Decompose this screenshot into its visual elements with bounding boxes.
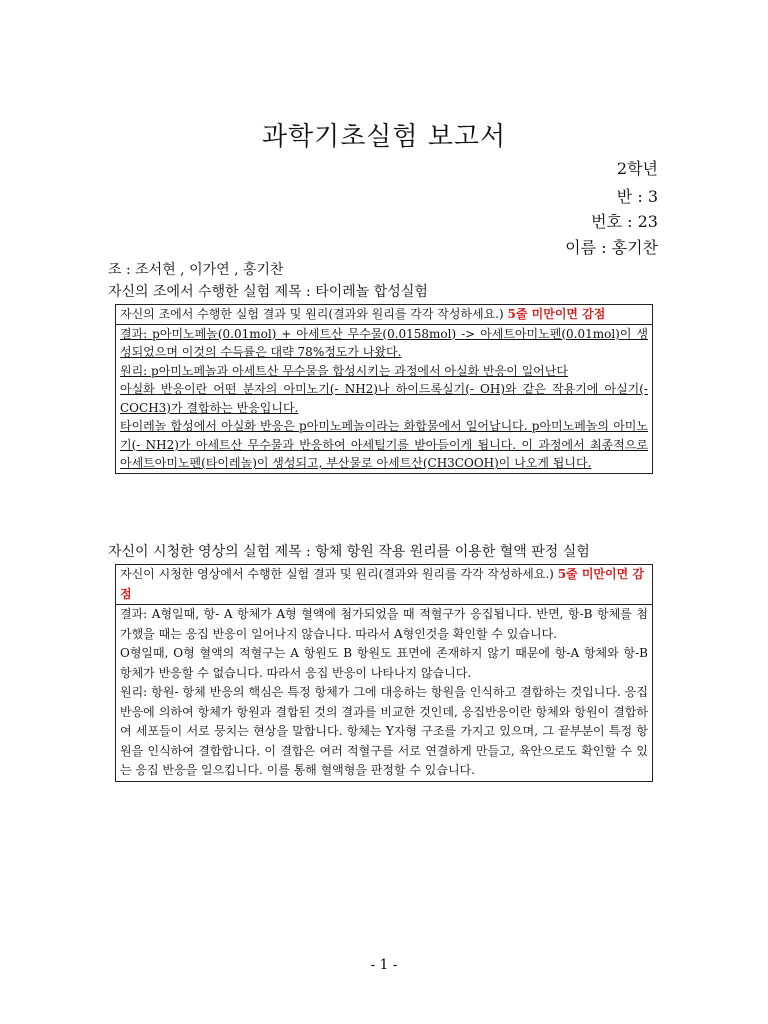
experiment2-instruction: [116, 565, 652, 605]
instruction-text: 자신이 시청한 영상에서 수행한 실험 결과 및 원리(결과와 원리를 각각 작성하세요.): [120, 567, 554, 581]
grade-text: 2학년: [616, 159, 658, 178]
principle-paragraph: 원리: 항원- 항체 반응의 핵심은 특정 항체가 그에 대응하는 항원을 인식하고 결합하는 것입니다. 응집반응에 의하여 항체가 항원과 결합된 것의 결과를 비교한 것인데, 응집반응이란 항체와 항원이 결합하여 세포들이 서로 뭉치는 현상을 말합니다. 항체는 Y자형 구조를 가지고 있으며, 그 끝부분이 특정 항원을 인식하여 결합합니다. 이 결합은 여러 적혈구를 서로 연결하게 만들고, 육안으로도 확인할 수 있는 응집 반응을 일으킵니다. 이를 통해 혈액형을 판정할 수 있습니다.: [120, 685, 648, 777]
principle-paragraph: 원리: p아미노페놀과 아세트산 무수물을 합성시키는 과정에서 아실화 반응이 일어난다: [120, 363, 568, 378]
experiment1-box: [115, 304, 653, 474]
instruction-text: 자신의 조에서 수행한 실험 결과 및 원리(결과와 원리를 각각 작성하세요.): [120, 307, 504, 321]
penalty-note: 5줄 미만이면 감점: [120, 567, 644, 601]
experiment2-title: 자신이 시청한 영상의 실험 제목 : 항체 항원 작용 원리를 이용한 혈액 판정 실험: [108, 544, 590, 560]
experiment1-instruction: [116, 305, 652, 325]
acylation-paragraph: 아실화 반응이란 어떤 분자의 아미노기(- NH2)나 하이드록실기(- OH)와 같은 작용기에 아실기(- COCH3)가 결합하는 반응입니다.: [120, 382, 648, 415]
page-number: - 1 -: [370, 957, 398, 973]
experiment2-content: [116, 605, 652, 781]
name-text: 이름 : 홍기찬: [565, 238, 658, 257]
experiment1-content: [116, 325, 652, 473]
synthesis-paragraph: 타이레놀 합성에서 아실화 반응은 p아미노페놀이라는 화합물에서 일어납니다. p아미노페놀의 아미노기(- NH2)가 아세트산 무수물과 반응하여 아세틸기를 받아들이게 됩니다. 이 과정에서 최종적으로 아세트아미노펜(타이레놀)이 생성되고, 부산물로 아세트산(CH3COOH)이 나오게 됩니다.: [120, 419, 648, 470]
penalty-note: 5줄 미만이면 감점: [507, 307, 606, 321]
result-paragraph: 결과: A형일때, 항- A 항체가 A형 혈액에 첨가되었을 때 적혈구가 응집됩니다. 반면, 항-B 항체를 첨가했을 때는 응집 반응이 일어나지 않습니다. 따라서 A형인것을 확인할 수 있습니다.: [120, 607, 648, 641]
class-text: 반 : 3: [616, 187, 658, 206]
experiment2-box: [115, 564, 653, 782]
document-title: 과학기초실험 보고서: [261, 122, 507, 152]
o-type-paragraph: O형일때, O형 혈액의 적혈구는 A 항원도 B 항원도 표면에 존재하지 않기 때문에 항-A 항체와 항-B 항체가 반응할 수 없습니다. 따라서 응집 반응이 나타나지 않습니다.: [120, 646, 648, 680]
group-members: 조 : 조서현 , 이가연 , 홍기찬: [108, 262, 284, 278]
number-text: 번호 : 23: [591, 212, 658, 231]
result-paragraph: 결과: p아미노페놀(0.01mol) + 아세트산 무수물(0.0158mol) -> 아세트아미노펜(0.01mol)이 생성되었으며 이것의 수득률은 대략 78%정도가 나왔다.: [120, 326, 648, 359]
experiment1-title: 자신의 조에서 수행한 실험 제목 : 타이레놀 합성실험: [108, 284, 428, 300]
